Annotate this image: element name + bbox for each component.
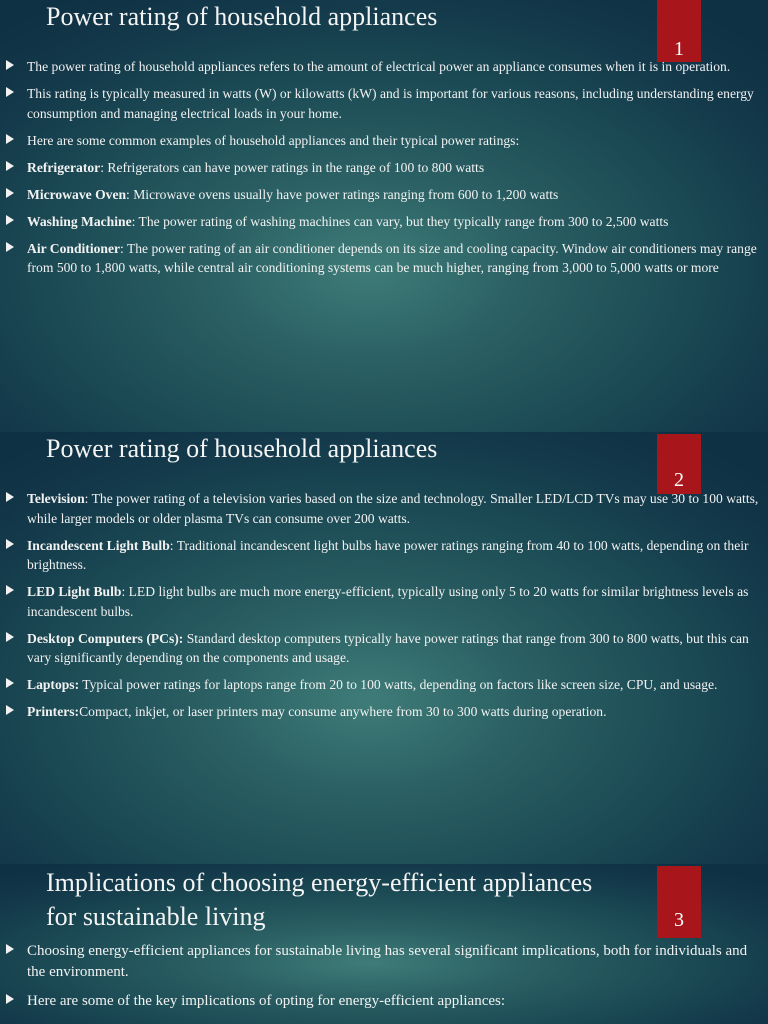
bullet-term: Washing Machine <box>27 213 132 229</box>
bullet-item <box>0 84 760 123</box>
bullet-item <box>0 629 760 668</box>
bullet-text: : The power rating of an air conditioner depends on its size and cooling capacity. Window air conditioners may range from 500 to 1,800 watts, while central air conditioning systems can be much higher, ranging from 3,000 to 5,000 watts or more <box>27 240 757 275</box>
slide-title: Power rating of household appliances <box>46 434 438 463</box>
bullet-text: The power rating of household appliances refers to the amount of electrical power an appliance consumes when it is in operation. <box>27 59 731 74</box>
bullet-arrow-icon <box>6 215 14 225</box>
slide-3 <box>0 864 768 1024</box>
bullet-item <box>0 536 760 575</box>
bullet-item <box>0 489 760 528</box>
bullet-arrow-icon <box>6 87 14 97</box>
bullet-text: Here are some common examples of household appliances and their typical power ratings: <box>27 132 520 148</box>
bullet-list <box>0 941 760 1020</box>
bullet-text: Typical power ratings for laptops range from 20 to 100 watts, depending on factors like screen size, CPU, and usage. <box>79 677 718 692</box>
slide-number-badge <box>657 866 701 938</box>
bullet-text: Compact, inkjet, or laser printers may consume anywhere from 30 to 300 watts during operation. <box>79 704 607 719</box>
slide-1 <box>0 0 768 432</box>
bullet-text: This rating is typically measured in watts (W) or kilowatts (kW) and is important for various reasons, including understanding energy consumption and managing electrical loads in your home. <box>27 86 754 121</box>
bullet-item <box>0 57 760 77</box>
bullet-arrow-icon <box>6 678 14 688</box>
bullet-text: : The power rating of washing machines can vary, but they typically range from 300 to 2,500 watts <box>131 213 669 229</box>
bullet-text: : Traditional incandescent light bulbs have power ratings ranging from 40 to 100 watts, depending on their brightness. <box>27 537 749 572</box>
slide-title: Implications of choosing energy-efficient appliances for sustainable living <box>46 868 593 931</box>
bullet-arrow-icon <box>6 161 14 171</box>
bullet-arrow-icon <box>6 134 14 144</box>
bullet-text: Standard desktop computers typically have power ratings that range from 300 to 800 watts, but this can vary significantly depending on the components and usage. <box>27 630 749 665</box>
bullet-arrow-icon <box>6 994 14 1004</box>
bullet-arrow-icon <box>6 242 14 252</box>
slide-title: Power rating of household appliances <box>46 2 438 31</box>
bullet-term: Microwave Oven <box>27 186 127 202</box>
bullet-arrow-icon <box>6 585 14 595</box>
bullet-item <box>0 131 760 151</box>
bullet-text: Choosing energy-efficient appliances for sustainable living has several significant implications, both for individuals and the environment. <box>27 943 748 980</box>
bullet-arrow-icon <box>6 539 14 549</box>
bullet-item <box>0 239 760 278</box>
bullet-item <box>0 185 760 205</box>
bullet-arrow-icon <box>6 632 14 642</box>
bullet-item <box>0 158 760 178</box>
bullet-arrow-icon <box>6 492 14 502</box>
bullet-term: Laptops: <box>27 677 80 692</box>
bullet-item <box>0 675 760 695</box>
bullet-text: : LED light bulbs are much more energy-efficient, typically using only 5 to 20 watts for similar brightness levels as incandescent bulbs. <box>27 584 749 619</box>
bullet-item <box>0 702 760 722</box>
bullet-arrow-icon <box>6 188 14 198</box>
bullet-term: Incandescent Light Bulb <box>27 537 170 553</box>
bullet-term: Air Conditioner <box>27 240 121 256</box>
bullet-text: : Refrigerators can have power ratings in the range of 100 to 800 watts <box>100 159 485 175</box>
slide-number: 1 <box>674 38 684 60</box>
bullet-term: Refrigerator <box>27 159 101 175</box>
bullet-list <box>0 489 760 729</box>
slide-number: 3 <box>674 909 684 931</box>
slide-number: 2 <box>674 469 684 491</box>
slide-number-badge <box>657 434 701 494</box>
bullet-term: Television <box>27 491 85 506</box>
bullet-text: : Microwave ovens usually have power ratings ranging from 600 to 1,200 watts <box>126 186 559 202</box>
bullet-item <box>0 582 760 621</box>
bullet-item <box>0 212 760 232</box>
bullet-text: Here are some of the key implications of opting for energy-efficient appliances: <box>27 993 506 1009</box>
bullet-term: Printers: <box>27 704 80 719</box>
bullet-arrow-icon <box>6 705 14 715</box>
bullet-term: LED Light Bulb <box>27 584 122 599</box>
bullet-text: : The power rating of a television varies based on the size and technology. Smaller LED/LCD TVs may use 30 to 100 watts, while larger models or older plasma TVs can consume over 200 watts. <box>27 491 759 526</box>
bullet-item <box>0 941 760 983</box>
slide-2 <box>0 432 768 864</box>
bullet-term: Desktop Computers (PCs): <box>27 630 184 646</box>
bullet-arrow-icon <box>6 60 14 70</box>
slide-number-badge <box>657 0 701 62</box>
bullet-arrow-icon <box>6 944 14 954</box>
bullet-item <box>0 991 760 1012</box>
bullet-list <box>0 57 760 285</box>
